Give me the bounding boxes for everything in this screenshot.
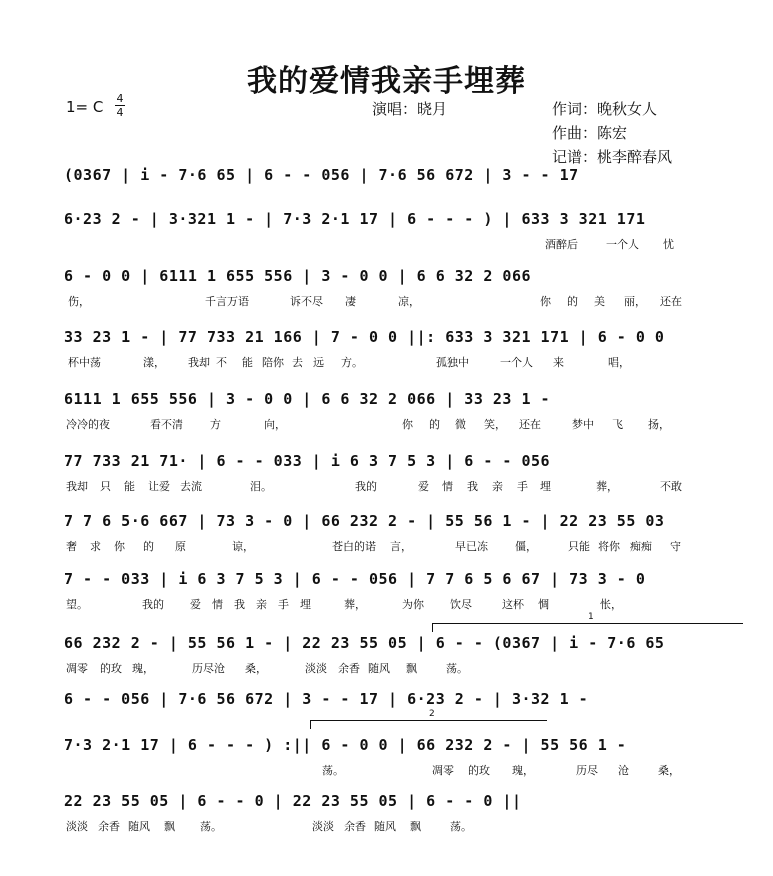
lyric-word: 美 xyxy=(594,295,605,308)
lyric-word: 飞 xyxy=(612,418,623,431)
lyric-word: 方 xyxy=(210,418,221,431)
lyric-word: 的玫 xyxy=(468,764,490,777)
lyric-word: 原 xyxy=(175,540,186,553)
lyric-word: 泪。 xyxy=(250,480,272,493)
lyric-word: 历尽 xyxy=(576,764,598,777)
lyric-word: 荡。 xyxy=(450,820,472,833)
lyric-word: 飘 xyxy=(164,820,175,833)
lyric-word: 惆 xyxy=(538,598,549,611)
notation-line: 33 23 1 - | 77 733 21 166 | 7 - 0 0 ||: 633 3 321 171 | 6 - 0 0 xyxy=(64,328,665,346)
notation-line: 7·3 2·1 17 | 6 - - - ) :|| 6 - 0 0 | 66 232 2 - | 55 56 1 - xyxy=(64,736,627,754)
lyric-word: 来 xyxy=(553,356,564,369)
lyric-word: 唱， xyxy=(608,356,630,369)
meter-top: 4 xyxy=(116,92,124,105)
lyric-word: 飘 xyxy=(410,820,421,833)
lyric-word: 忧 xyxy=(663,238,674,251)
lyric-word: 余香 xyxy=(344,820,366,833)
lyric-word: 手 xyxy=(517,480,528,493)
lyric-word: 你 xyxy=(402,418,413,431)
notation-line: 6 - - 056 | 7·6 56 672 | 3 - - 17 | 6·23 2 - | 3·32 1 - xyxy=(64,690,589,708)
lyric-word: 为你 xyxy=(402,598,424,611)
lyric-word: 还在 xyxy=(660,295,682,308)
lyric-word: 荡。 xyxy=(446,662,468,675)
lyric-word: 去 xyxy=(292,356,303,369)
time-signature xyxy=(115,93,125,118)
lyric-word: 我的 xyxy=(355,480,377,493)
lyric-word: 亲 xyxy=(256,598,267,611)
lyric-word: 荡。 xyxy=(200,820,222,833)
first-ending-bracket xyxy=(432,612,743,632)
lyric-word: 随风 xyxy=(368,662,390,675)
lyric-word: 让爱 xyxy=(148,480,170,493)
lyric-word: 飘 xyxy=(406,662,417,675)
transcriber-credit: 记谱：桃李醉春风 xyxy=(552,148,673,166)
notation-line: 22 23 55 05 | 6 - - 0 | 22 23 55 05 | 6 - - 0 || xyxy=(64,792,522,810)
lyric-word: 余香 xyxy=(338,662,360,675)
notation-line: 77 733 21 71· | 6 - - 033 | i 6 3 7 5 3 | 6 - - 056 xyxy=(64,452,551,470)
lyric-word: 随风 xyxy=(374,820,396,833)
lyric-word: 的 xyxy=(567,295,578,308)
lyric-word: 只 xyxy=(100,480,111,493)
lyric-word: 你 xyxy=(114,540,125,553)
lyric-word: 远 xyxy=(313,356,324,369)
lyric-word: 沧 xyxy=(618,764,629,777)
lyric-word: 淡淡 xyxy=(312,820,334,833)
singer-credit: 演唱：晓月 xyxy=(372,100,448,118)
lyric-word: 瑰， xyxy=(132,662,154,675)
lyric-word: 不 xyxy=(216,356,227,369)
lyric-word: 痴痴 xyxy=(630,540,652,553)
lyric-word: 诉不尽 xyxy=(290,295,323,308)
lyric-word: 梦中 xyxy=(572,418,594,431)
lyric-word: 只能 xyxy=(568,540,590,553)
lyric-word: 手 xyxy=(278,598,289,611)
notation-line: 6111 1 655 556 | 3 - 0 0 | 6 6 32 2 066 | 33 23 1 - xyxy=(64,390,551,408)
lyric-word: 淡淡 xyxy=(66,820,88,833)
lyric-word: 我 xyxy=(467,480,478,493)
lyric-word: 酒醉后 xyxy=(545,238,578,251)
lyric-word: 苍白的诺 xyxy=(332,540,376,553)
lyric-word: 僵， xyxy=(515,540,537,553)
lyric-word: 怅， xyxy=(600,598,622,611)
lyric-word: 守 xyxy=(670,540,681,553)
lyric-word: 的玫 xyxy=(100,662,122,675)
lyric-word: 能 xyxy=(242,356,253,369)
lyric-word: 杯中荡 xyxy=(68,356,101,369)
lyric-word: 早已冻 xyxy=(455,540,488,553)
lyric-word: 的 xyxy=(429,418,440,431)
notation-line: 7 7 6 5·6 667 | 73 3 - 0 | 66 232 2 - | 55 56 1 - | 22 23 55 03 xyxy=(64,512,665,530)
lyric-word: 淡淡 xyxy=(305,662,327,675)
notation-line: 6 - 0 0 | 6111 1 655 556 | 3 - 0 0 | 6 6 32 2 066 xyxy=(64,267,532,285)
lyric-word: 凋零 xyxy=(66,662,88,675)
lyric-word: 埋 xyxy=(540,480,551,493)
lyric-word: 凉， xyxy=(398,295,420,308)
lyric-word: 情 xyxy=(212,598,223,611)
notation-line: (0367 | i - 7·6 65 | 6 - - 056 | 7·6 56 672 | 3 - - 17 xyxy=(64,166,579,184)
lyric-word: 还在 xyxy=(519,418,541,431)
lyric-word: 看不清 xyxy=(150,418,183,431)
lyric-word: 葬， xyxy=(596,480,618,493)
lyric-word: 求 xyxy=(90,540,101,553)
meter-bottom: 4 xyxy=(116,106,124,119)
composer-credit: 作曲：陈宏 xyxy=(552,124,628,142)
key-signature: 1= C xyxy=(66,98,104,116)
lyric-word: 微 xyxy=(455,418,466,431)
lyric-word: 丽， xyxy=(624,295,646,308)
lyric-word: 将你 xyxy=(598,540,620,553)
notation-line: 66 232 2 - | 55 56 1 - | 22 23 55 05 | 6 - - (0367 | i - 7·6 65 xyxy=(64,634,665,652)
lyric-word: 亲 xyxy=(492,480,503,493)
lyric-word: 去流 xyxy=(180,480,202,493)
first-ending-number: 1 xyxy=(588,612,594,622)
lyric-word: 孤独中 xyxy=(436,356,469,369)
second-ending-bracket xyxy=(310,709,547,729)
notation-line: 6·23 2 - | 3·321 1 - | 7·3 2·1 17 | 6 - - - ) | 633 3 321 171 xyxy=(64,210,646,228)
lyric-word: 凋零 xyxy=(432,764,454,777)
lyric-word: 望。 xyxy=(66,598,88,611)
notation-line: 7 - - 033 | i 6 3 7 5 3 | 6 - - 056 | 7 7 6 5 6 67 | 73 3 - 0 xyxy=(64,570,646,588)
lyric-word: 我 xyxy=(234,598,245,611)
lyric-word: 你 xyxy=(540,295,551,308)
lyric-word: 荡。 xyxy=(322,764,344,777)
lyric-word: 千言万语 xyxy=(205,295,249,308)
lyric-word: 埋 xyxy=(300,598,311,611)
lyric-word: 言， xyxy=(390,540,412,553)
lyric-word: 凄 xyxy=(345,295,356,308)
lyric-word: 我的 xyxy=(142,598,164,611)
lyric-word: 桑， xyxy=(658,764,680,777)
lyricist-credit: 作词：晚秋女人 xyxy=(552,100,658,118)
lyric-word: 历尽沧 xyxy=(192,662,225,675)
lyric-word: 饮尽 xyxy=(450,598,472,611)
lyric-word: 能 xyxy=(124,480,135,493)
lyric-word: 我却 xyxy=(188,356,210,369)
lyric-word: 漾， xyxy=(143,356,165,369)
lyric-word: 一个人 xyxy=(606,238,639,251)
song-title: 我的爱情我亲手埋葬 xyxy=(247,64,526,99)
lyric-word: 笑， xyxy=(484,418,506,431)
lyric-word: 爱 xyxy=(190,598,201,611)
lyric-word: 桑， xyxy=(245,662,267,675)
lyric-word: 冷冷的夜 xyxy=(66,418,110,431)
lyric-word: 伤， xyxy=(68,295,90,308)
lyric-word: 这杯 xyxy=(502,598,524,611)
lyric-word: 的 xyxy=(143,540,154,553)
lyric-word: 随风 xyxy=(128,820,150,833)
lyric-word: 一个人 xyxy=(500,356,533,369)
lyric-word: 葬， xyxy=(344,598,366,611)
lyric-word: 扬， xyxy=(648,418,670,431)
lyric-word: 向， xyxy=(264,418,286,431)
lyric-word: 奢 xyxy=(66,540,77,553)
lyric-word: 方。 xyxy=(341,356,363,369)
lyric-word: 谅， xyxy=(232,540,254,553)
lyric-word: 陪你 xyxy=(262,356,284,369)
second-ending-number: 2 xyxy=(429,709,435,719)
lyric-word: 我却 xyxy=(66,480,88,493)
lyric-word: 瑰， xyxy=(512,764,534,777)
lyric-word: 不敢 xyxy=(660,480,682,493)
lyric-word: 情 xyxy=(442,480,453,493)
lyric-word: 余香 xyxy=(98,820,120,833)
lyric-word: 爱 xyxy=(418,480,429,493)
